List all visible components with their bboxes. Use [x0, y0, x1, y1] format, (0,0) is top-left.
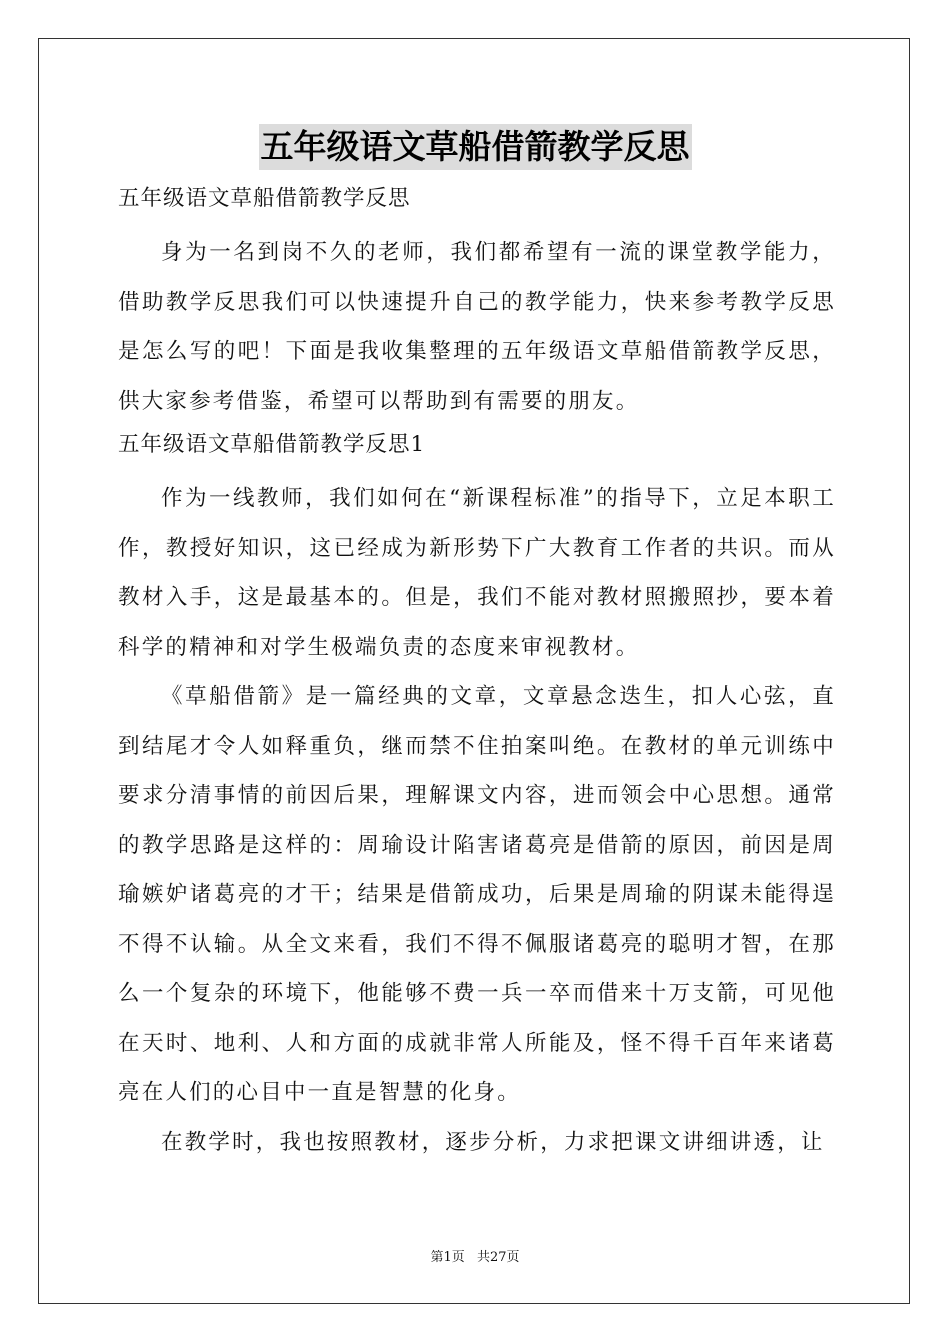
section-heading: 五年级语文草船借箭教学反思1 — [118, 432, 426, 457]
body-paragraph: 作为一线教师，我们如何在“新课程标准”的指导下，立足本职工作，教授好知识，这已经成为新形势下广大教育工作者的共识。而从教材入手，这是最基本的。但是，我们不能对教材照搬照抄，要本着科学的精神和对学生极端负责的态度来审视教材。 — [118, 486, 836, 660]
body-paragraph: 《草船借箭》是一篇经典的文章，文章悬念迭生，扣人心弦，直到结尾才令人如释重负，继而禁不住拍案叫绝。在教材的单元训练中要求分清事情的前因后果，理解课文内容，进而领会中心思想。通常的教学思路是这样的：周瑜设计陷害诸葛亮是借箭的原因，前因是周瑜嫉妒诸葛亮的才干；结果是借箭成功，后果是周瑜的阴谋未能得逞不得不认输。从全文来看，我们不得不佩服诸葛亮的聪明才智，在那么一个复杂的环境下，他能够不费一兵一卒而借来十万支箭，可见他在天时、地利、人和方面的成就非常人所能及，怪不得千百年来诸葛亮在人们的心目中一直是智慧的化身。 — [118, 684, 836, 1105]
document-subtitle: 五年级语文草船借箭教学反思 — [118, 186, 411, 211]
page-number: 第1页 — [430, 1250, 465, 1265]
document-body — [118, 180, 836, 1167]
intro-paragraph: 身为一名到岗不久的老师，我们都希望有一流的课堂教学能力，借助教学反思我们可以快速提升自己的教学能力，快来参考教学反思是怎么写的吧！下面是我收集整理的五年级语文草船借箭教学反思，供大家参考借鉴，希望可以帮助到有需要的朋友。 — [118, 240, 836, 414]
document-title: 五年级语文草船借箭教学反思 — [259, 124, 692, 170]
body-paragraph: 在教学时，我也按照教材，逐步分析，力求把课文讲细讲透，让 — [161, 1129, 825, 1155]
page-footer — [0, 1246, 950, 1265]
title-container — [0, 124, 950, 170]
total-pages: 共27页 — [476, 1250, 520, 1265]
